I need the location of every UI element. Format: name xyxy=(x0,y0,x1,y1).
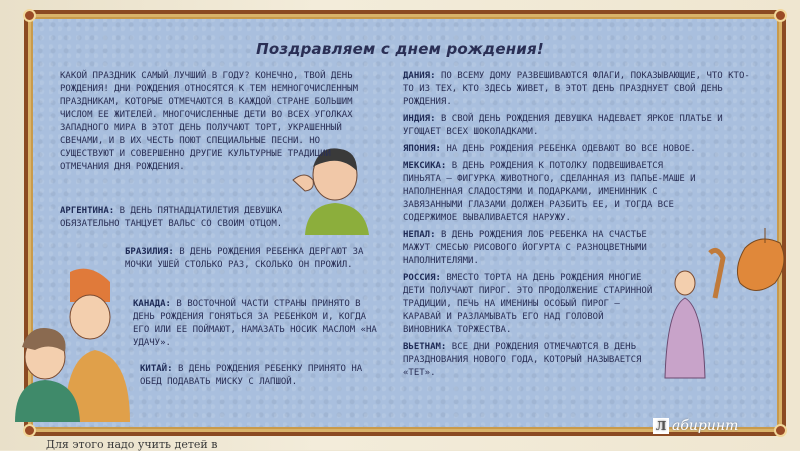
corner-rivet xyxy=(774,424,787,437)
entry-japan xyxy=(403,143,755,156)
entry-text: В СВОЙ ДЕНЬ РОЖДЕНИЯ ДЕВУШКА НАДЕВАЕТ ЯРКОЕ ПЛАТЬЕ И УГОЩАЕТ ВСЕХ ШОКОЛАДКАМИ. xyxy=(403,114,723,137)
entry-label: НЕПАЛ: xyxy=(403,230,436,240)
corner-rivet xyxy=(774,9,787,22)
entry-vietnam xyxy=(403,341,653,380)
entry-label: КАНАДА: xyxy=(133,299,171,309)
entry-label: ВЬЕТНАМ: xyxy=(403,342,447,352)
right-column xyxy=(403,70,755,384)
entry-russia xyxy=(403,272,653,337)
entry-mexico xyxy=(403,160,703,225)
children-illustration xyxy=(10,262,140,422)
corner-rivet xyxy=(23,424,36,437)
entry-text: В ДЕНЬ РОЖДЕНИЯ РЕБЕНКА ДЕРГАЮТ ЗА МОЧКИ УШЕЙ СТОЛЬКО РАЗ, СКОЛЬКО ОН ПРОЖИЛ. xyxy=(125,247,364,270)
watermark-text: абиринт xyxy=(672,418,739,434)
entry-label: КИТАЙ: xyxy=(140,364,173,374)
intro-text: КАКОЙ ПРАЗДНИК САМЫЙ ЛУЧШИЙ В ГОДУ? КОНЕЧНО, ТВОЙ ДЕНЬ РОЖДЕНИЯ! ДНИ РОЖДЕНИЯ ОТНОСЯТСЯ К ТЕМ НЕМНОГОЧИСЛЕННЫМ ПРАЗДНИКАМ, КОТОРЫЕ ОТМЕЧАЮТСЯ В КАЖДОЙ СТРАНЕ БОЛЬШИМ ЧИСЛОМ ЕЕ ЖИТЕЛЕЙ. МНОГОЧИСЛЕННЫЕ ДЕТИ ВО ВСЕХ УГОЛКАХ ЗАПАДНОГО МИРА В ЭТОТ ДЕНЬ ПОЛУЧАЮТ ТОРТ, УКРАШЕННЫЙ СВЕЧАМИ, И В ИХ ЧЕСТЬ ПОЮТ СПЕЦИАЛЬНЫЕ ПЕСНИ. НО СУЩЕСТВУЮТ И СОВЕРШЕННО ДРУГИЕ КУЛЬТУРНЫЕ ТРАДИЦИИ ОТМЕЧАНИЯ ДНЯ РОЖДЕНИЯ. xyxy=(60,71,359,172)
entry-text: В ДЕНЬ РОЖДЕНИЯ РЕБЕНКУ ПРИНЯТО НА ОБЕД ПОДАВАТЬ МИСКУ С ЛАПШОЙ. xyxy=(140,364,363,387)
entry-text: ПО ВСЕМУ ДОМУ РАЗВЕШИВАЮТСЯ ФЛАГИ, ПОКАЗЫВАЮЩИЕ, ЧТО КТО-ТО ИЗ ТЕХ, КТО ЗДЕСЬ ЖИВЕТ, В ЭТОТ ДЕНЬ ПРАЗДНУЕТ СВОЙ ДЕНЬ РОЖДЕНИЯ. xyxy=(403,71,750,107)
intro-paragraph xyxy=(60,70,370,178)
bottom-page-text: Для этого надо учить детей в xyxy=(46,438,218,451)
entry-text: В ДЕНЬ РОЖДЕНИЯ К ПОТОЛКУ ПОДВЕШИВАЕТСЯ ПИНЬЯТА – ФИГУРКА ЖИВОТНОГО, СДЕЛАННАЯ ИЗ ПАПЬЕ-МАШЕ И НАПОЛНЕННАЯ СЛАДОСТЯМИ И ПОДАРКАМИ, ИМЕНИННИК С ЗАВЯЗАННЫМИ ГЛАЗАМИ ДОЛЖЕН РАЗБИТЬ ЕЕ, И ТОГДА ВСЕ СОДЕРЖИМОЕ ВЫВАЛИВАЕТСЯ НАРУЖУ. xyxy=(403,161,696,223)
entry-text: ВМЕСТО ТОРТА НА ДЕНЬ РОЖДЕНИЯ МНОГИЕ ДЕТИ ПОЛУЧАЮТ ПИРОГ. ЭТО ПРОДОЛЖЕНИЕ СТАРИННОЙ ТРАДИЦИИ, ПЕЧЬ НА ИМЕНИНЫ ОСОБЫЙ ПИРОГ – КАРАВАЙ И РАЗЛАМЫВАТЬ ЕГО НАД ГОЛОВОЙ ВИНОВНИКА ТОРЖЕСТВА. xyxy=(403,273,653,335)
page-title: Поздравляем с днем рождения! xyxy=(256,40,544,58)
watermark-logo-icon: Л xyxy=(653,418,669,434)
entry-label: ЯПОНИЯ: xyxy=(403,144,441,154)
corner-rivet xyxy=(23,9,36,22)
entry-text: НА ДЕНЬ РОЖДЕНИЯ РЕБЕНКА ОДЕВАЮТ ВО ВСЕ НОВОЕ. xyxy=(446,144,696,154)
watermark xyxy=(653,418,738,434)
entry-text: В ДЕНЬ ПЯТНАДЦАТИЛЕТИЯ ДЕВУШКА ОБЯЗАТЕЛЬНО ТАНЦУЕТ ВАЛЬС СО СВОИМ ОТЦОМ. xyxy=(60,206,283,229)
entry-text: ВСЕ ДНИ РОЖДЕНИЯ ОТМЕЧАЮТСЯ В ДЕНЬ ПРАЗДНОВАНИЯ НОВОГО ГОДА, КОТОРЫЙ НАЗЫВАЕТСЯ «ТЕТ». xyxy=(403,342,642,378)
entry-text: В ДЕНЬ РОЖДЕНИЯ ЛОБ РЕБЕНКА НА СЧАСТЬЕ МАЖУТ СМЕСЬЮ РИСОВОГО ЙОГУРТА С РАЗНОЦВЕТНЫМИ НАПОЛНИТЕЛЯМИ. xyxy=(403,230,647,266)
entry-label: БРАЗИЛИЯ: xyxy=(125,247,174,257)
entry-label: РОССИЯ: xyxy=(403,273,441,283)
entry-label: АРГЕНТИНА: xyxy=(60,206,115,216)
entry-argentina xyxy=(60,205,300,231)
entry-label: ИНДИЯ: xyxy=(403,114,436,124)
entry-nepal xyxy=(403,229,663,268)
entry-label: ДАНИЯ: xyxy=(403,71,436,81)
entry-denmark xyxy=(403,70,755,109)
entry-china xyxy=(140,363,370,389)
entry-text: В ВОСТОЧНОЙ ЧАСТИ СТРАНЫ ПРИНЯТО В ДЕНЬ РОЖДЕНИЯ ГОНЯТЬСЯ ЗА РЕБЕНКОМ И, КОГДА ЕГО ИЛИ ЕЕ ПОЙМАЮТ, НАМАЗАТЬ НОСИК МАСЛОМ «НА УДАЧУ». xyxy=(133,299,377,348)
entry-india xyxy=(403,113,755,139)
entry-canada xyxy=(133,298,383,350)
entry-label: МЕКСИКА: xyxy=(403,161,447,171)
entry-brazil xyxy=(125,246,375,272)
